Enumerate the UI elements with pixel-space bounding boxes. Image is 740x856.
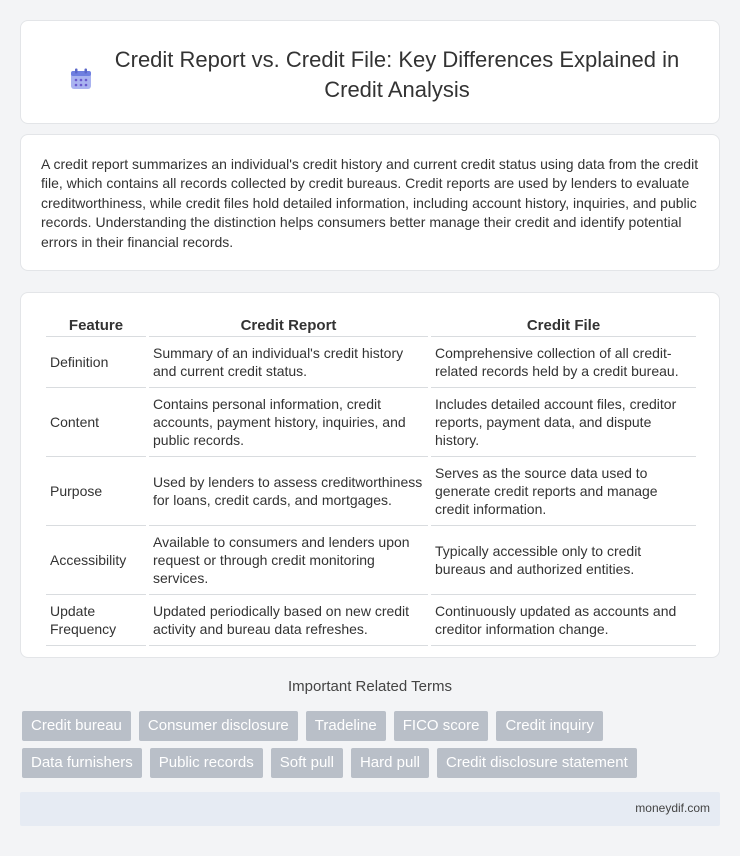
header-credit-file: Credit File	[431, 317, 696, 337]
related-terms-list	[22, 711, 722, 778]
calendar-icon	[69, 67, 93, 91]
table-row	[46, 337, 696, 388]
row-feature: Definition	[46, 337, 146, 388]
tag-credit-disclosure-statement[interactable]: Credit disclosure statement	[437, 748, 637, 778]
title-card	[20, 20, 720, 124]
tag-consumer-disclosure[interactable]: Consumer disclosure	[139, 711, 298, 741]
table-row	[46, 388, 696, 457]
tag-data-furnishers[interactable]: Data furnishers	[22, 748, 142, 778]
row-credit-report: Updated periodically based on new credit activity and bureau data refreshes.	[149, 595, 428, 646]
comparison-table	[43, 317, 699, 646]
related-terms-heading: Important Related Terms	[288, 678, 452, 695]
row-feature: Accessibility	[46, 526, 146, 595]
table-row	[46, 595, 696, 646]
table-header-row	[46, 317, 696, 337]
footer-site-link[interactable]: moneydif.com	[635, 801, 710, 815]
summary-paragraph: A credit report summarizes an individual's credit history and current credit status using data from the credit file, which contains all records collected by credit bureaus. Credit reports are used by lenders to evaluate creditworthiness, while credit files hold detailed information, including account history, inquiries, and public records. Understanding the distinction helps consumers better manage their credit and identify potential errors in their financial records.	[41, 156, 699, 250]
page-title: Credit Report vs. Credit File: Key Differences Explained in Credit Analysis	[114, 47, 680, 102]
header-credit-report: Credit Report	[149, 317, 428, 337]
row-feature: Purpose	[46, 457, 146, 526]
row-credit-report: Available to consumers and lenders upon request or through credit monitoring services.	[149, 526, 428, 595]
tag-credit-bureau[interactable]: Credit bureau	[22, 711, 131, 741]
table-row	[46, 526, 696, 595]
comparison-card	[20, 292, 720, 658]
footer-bar	[20, 792, 720, 826]
row-credit-report: Used by lenders to assess creditworthiness for loans, credit cards, and mortgages.	[149, 457, 428, 526]
tag-soft-pull[interactable]: Soft pull	[271, 748, 343, 778]
row-credit-file: Continuously updated as accounts and creditor information change.	[431, 595, 696, 646]
tag-credit-inquiry[interactable]: Credit inquiry	[496, 711, 602, 741]
row-credit-file: Typically accessible only to credit bureaus and authorized entities.	[431, 526, 696, 595]
tag-public-records[interactable]: Public records	[150, 748, 263, 778]
row-feature: Content	[46, 388, 146, 457]
row-feature: Update Frequency	[46, 595, 146, 646]
row-credit-report: Summary of an individual's credit history and current credit status.	[149, 337, 428, 388]
summary-card	[20, 134, 720, 271]
row-credit-file: Serves as the source data used to generate credit reports and manage credit information.	[431, 457, 696, 526]
table-row	[46, 457, 696, 526]
row-credit-report: Contains personal information, credit accounts, payment history, inquiries, and public records.	[149, 388, 428, 457]
tag-hard-pull[interactable]: Hard pull	[351, 748, 429, 778]
tag-tradeline[interactable]: Tradeline	[306, 711, 386, 741]
row-credit-file: Includes detailed account files, creditor reports, payment data, and dispute history.	[431, 388, 696, 457]
header-feature: Feature	[46, 317, 146, 337]
row-credit-file: Comprehensive collection of all credit-related records held by a credit bureau.	[431, 337, 696, 388]
tag-fico-score[interactable]: FICO score	[394, 711, 489, 741]
